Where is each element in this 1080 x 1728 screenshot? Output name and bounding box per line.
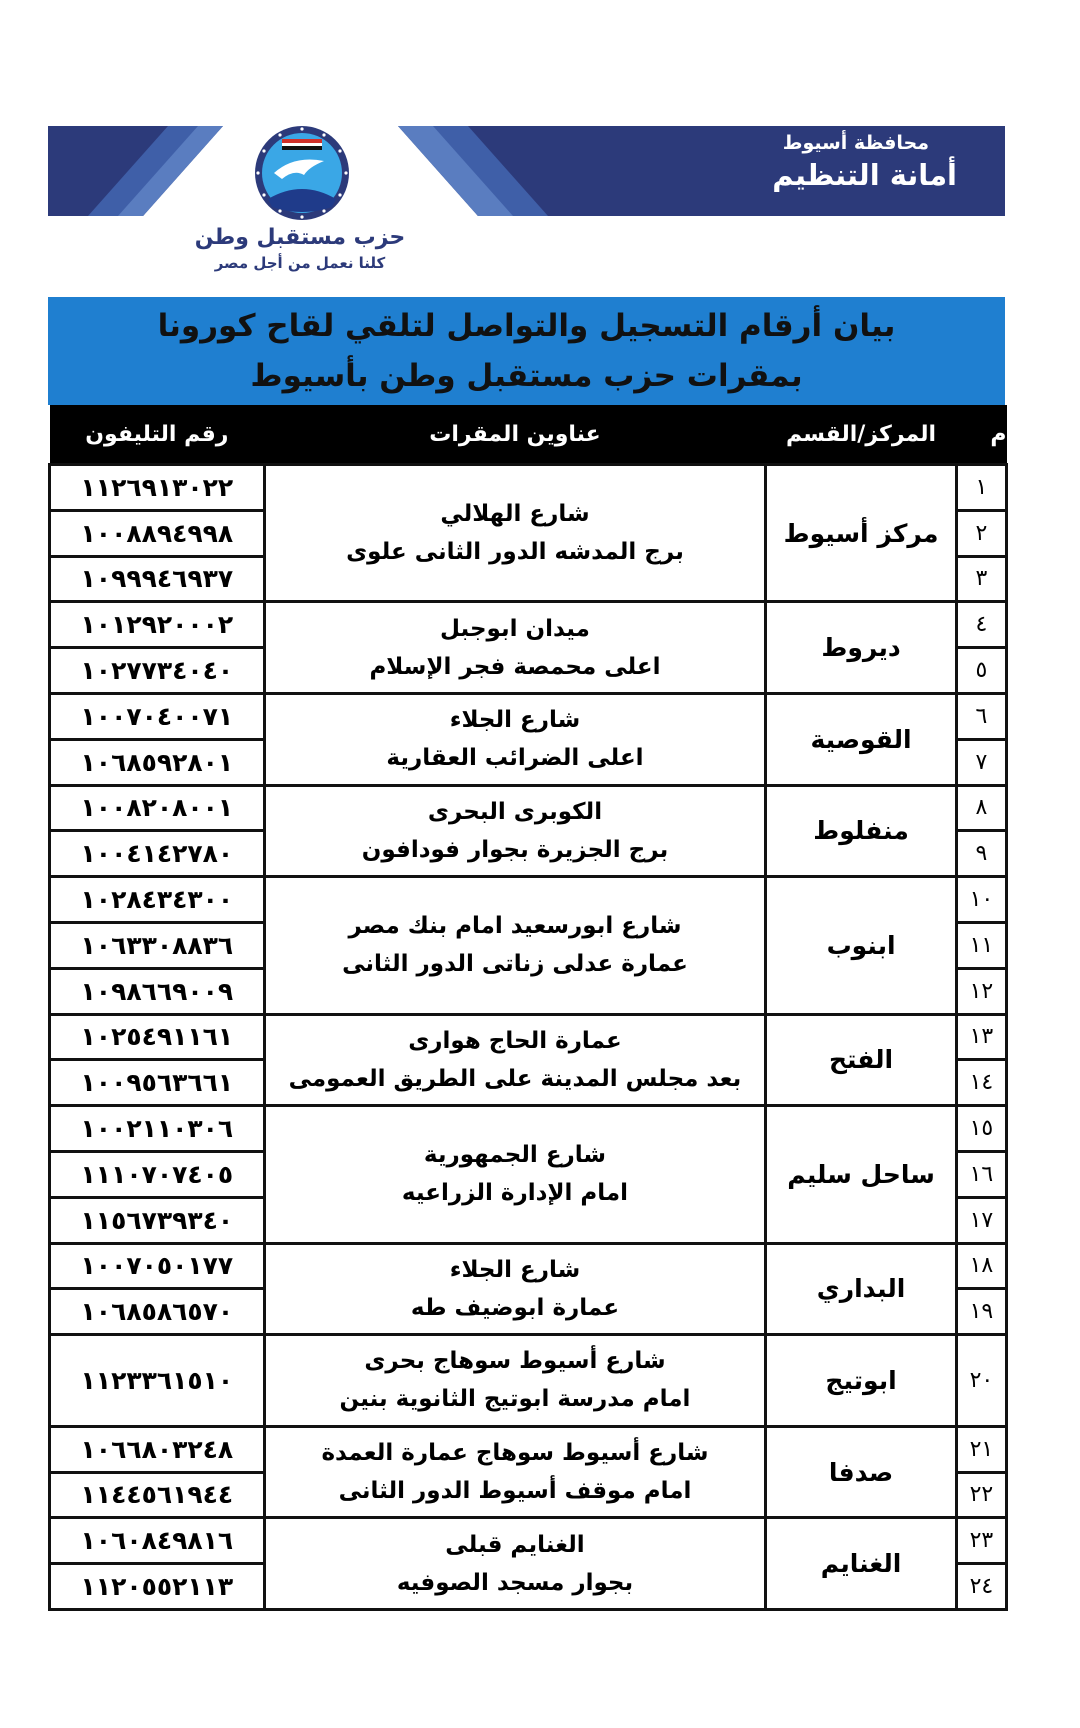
header-district: المركز/القسم (766, 405, 957, 465)
address-line: بجوار مسجد الصوفيه (396, 1569, 634, 1596)
row-number: ١١ (956, 922, 1006, 968)
district-cell: صدفا (766, 1426, 957, 1518)
row-number: ٩ (956, 831, 1006, 877)
address-cell (264, 877, 766, 1014)
address-line: شارع الجلاء (449, 1256, 581, 1283)
table-row (50, 1518, 1007, 1564)
header-address: عناوين المقرات (264, 405, 766, 465)
phone-number: ١٠٦٨٥٩٢٨٠١ (50, 739, 265, 785)
address-cell (264, 1335, 766, 1427)
table-row (50, 602, 1007, 648)
title-line-1: بيان أرقام التسجيل والتواصل لتلقي لقاح كورونا (157, 308, 896, 344)
phone-number: ١٠٠٨٢٠٨٠٠١ (50, 785, 265, 831)
registration-table (48, 405, 1008, 1611)
phone-number: ١٠٩٨٦٦٩٠٠٩ (50, 968, 265, 1014)
phone-number: ١٠٠٤١٤٢٧٨٠ (50, 831, 265, 877)
address-cell (264, 1106, 766, 1243)
document-title (48, 297, 1005, 405)
phone-number: ١١٤٤٥٦١٩٤٤ (50, 1472, 265, 1518)
table-header-row (50, 405, 1007, 465)
row-number: ١٨ (956, 1243, 1006, 1289)
district-cell: ابوتيج (766, 1335, 957, 1427)
address-line: عمارة ابوضيف طه (410, 1294, 620, 1321)
address-cell (264, 1014, 766, 1106)
address-line: امام موقف أسيوط الدور الثانى (338, 1478, 692, 1505)
row-number: ١٠ (956, 877, 1006, 923)
address-cell (264, 1518, 766, 1610)
table-row (50, 693, 1007, 739)
address-cell (264, 1243, 766, 1335)
row-number: ٣ (956, 556, 1006, 602)
row-number: ٦ (956, 693, 1006, 739)
row-number: ٨ (956, 785, 1006, 831)
header-banner (48, 126, 1005, 216)
table-row (50, 877, 1007, 923)
header-num: م (956, 405, 1006, 465)
row-number: ٥ (956, 648, 1006, 694)
phone-number: ١١٢٠٥٥٢١١٣ (50, 1564, 265, 1610)
party-slogan: كلنا نعمل من أجل مصر (214, 254, 386, 272)
phone-number: ١١٢٣٣٦١٥١٠ (50, 1335, 265, 1427)
phone-number: ١٠٢٧٧٣٤٠٤٠ (50, 648, 265, 694)
district-cell: منفلوط (766, 785, 957, 877)
banner-text (657, 130, 957, 194)
address-line: شارع الجلاء (449, 707, 581, 734)
district-cell: ساحل سليم (766, 1106, 957, 1243)
address-line: ميدان ابوجبل (440, 615, 590, 642)
address-cell (264, 693, 766, 785)
phone-number: ١٠٦٠٨٤٩٨١٦ (50, 1518, 265, 1564)
address-line: شارع الهلالي (440, 501, 590, 528)
address-line: عمارة الحاج هوارى (408, 1027, 622, 1054)
phone-number: ١٠٠٧٠٥٠١٧٧ (50, 1243, 265, 1289)
phone-number: ١٠٠٨٨٩٤٩٩٨ (50, 510, 265, 556)
party-logo (254, 125, 350, 221)
phone-number: ١١١٠٧٠٧٤٠٥ (50, 1151, 265, 1197)
phone-number: ١٠٩٩٩٤٦٩٣٧ (50, 556, 265, 602)
party-name: حزب مستقبل وطن (194, 225, 406, 250)
row-number: ١ (956, 465, 1006, 511)
phone-number: ١٠٦٦٨٠٣٢٤٨ (50, 1426, 265, 1472)
table-row (50, 1014, 1007, 1060)
address-line: شارع الجمهورية (423, 1142, 607, 1169)
address-line: امام الإدارة الزراعيه (401, 1180, 629, 1207)
organization-label: أمانة التنظيم (772, 158, 957, 192)
district-cell: الفتح (766, 1014, 957, 1106)
table-row (50, 1426, 1007, 1472)
table-row (50, 1335, 1007, 1427)
table-body (50, 465, 1007, 1610)
address-line: شارع أسيوط سوهاج بحرى (364, 1348, 666, 1375)
address-line: امام مدرسة ابوتيج الثانوية بنين (339, 1386, 691, 1413)
row-number: ٧ (956, 739, 1006, 785)
phone-number: ١٠١٢٩٢٠٠٠٢ (50, 602, 265, 648)
phone-number: ١٠٠٧٠٤٠٠٧١ (50, 693, 265, 739)
row-number: ١٤ (956, 1060, 1006, 1106)
row-number: ١٧ (956, 1197, 1006, 1243)
phone-number: ١١٢٦٩١٣٠٢٢ (50, 465, 265, 511)
phone-number: ١٠٠٩٥٦٣٦٦١ (50, 1060, 265, 1106)
address-line: شارع ابورسعيد امام بنك مصر (348, 913, 682, 940)
governorate-label: محافظة أسيوط (782, 132, 929, 154)
address-line: اعلى الضرائب العقارية (386, 745, 644, 772)
title-line-2: بمقرات حزب مستقبل وطن بأسيوط (250, 358, 803, 394)
district-cell: مركز أسيوط (766, 465, 957, 602)
phone-number: ١٠٢٥٤٩١١٦١ (50, 1014, 265, 1060)
district-cell: ابنوب (766, 877, 957, 1014)
row-number: ٢٠ (956, 1335, 1006, 1427)
row-number: ٢٣ (956, 1518, 1006, 1564)
phone-number: ١٠٠٢١١٠٣٠٦ (50, 1106, 265, 1152)
address-line: بعد مجلس المدينة على الطريق العمومى (288, 1065, 742, 1092)
phone-number: ١٠٦٣٣٠٨٨٣٦ (50, 922, 265, 968)
district-cell: القوصية (766, 693, 957, 785)
address-cell (264, 465, 766, 602)
row-number: ١٣ (956, 1014, 1006, 1060)
row-number: ٤ (956, 602, 1006, 648)
phone-number: ١٠٦٨٥٨٦٥٧٠ (50, 1289, 265, 1335)
table-row (50, 1106, 1007, 1152)
address-cell (264, 602, 766, 694)
table-row (50, 1243, 1007, 1289)
address-line: الكوبرى البحرى (427, 798, 603, 825)
address-line: الغنايم قبلى (445, 1531, 585, 1558)
phone-number: ١١٥٦٧٣٩٣٤٠ (50, 1197, 265, 1243)
row-number: ٢٢ (956, 1472, 1006, 1518)
phone-number: ١٠٢٨٤٣٤٣٠٠ (50, 877, 265, 923)
district-cell: الغنايم (766, 1518, 957, 1610)
district-cell: البداري (766, 1243, 957, 1335)
address-line: شارع أسيوط سوهاج عمارة العمدة (321, 1440, 709, 1467)
row-number: ١٦ (956, 1151, 1006, 1197)
address-line: برج المدشه الدور الثانى علوى (346, 539, 684, 566)
address-line: اعلى محمصة فجر الإسلام (369, 653, 661, 680)
table-row (50, 465, 1007, 511)
header-phone: رقم التليفون (50, 405, 265, 465)
row-number: ١٩ (956, 1289, 1006, 1335)
address-cell (264, 785, 766, 877)
table-row (50, 785, 1007, 831)
row-number: ١٥ (956, 1106, 1006, 1152)
address-line: برج الجزيرة بجوار فودافون (361, 836, 669, 863)
row-number: ٢ (956, 510, 1006, 556)
row-number: ٢١ (956, 1426, 1006, 1472)
address-cell (264, 1426, 766, 1518)
row-number: ١٢ (956, 968, 1006, 1014)
row-number: ٢٤ (956, 1564, 1006, 1610)
district-cell: ديروط (766, 602, 957, 694)
address-line: عمارة عدلى زناتى الدور الثانى (342, 951, 688, 978)
